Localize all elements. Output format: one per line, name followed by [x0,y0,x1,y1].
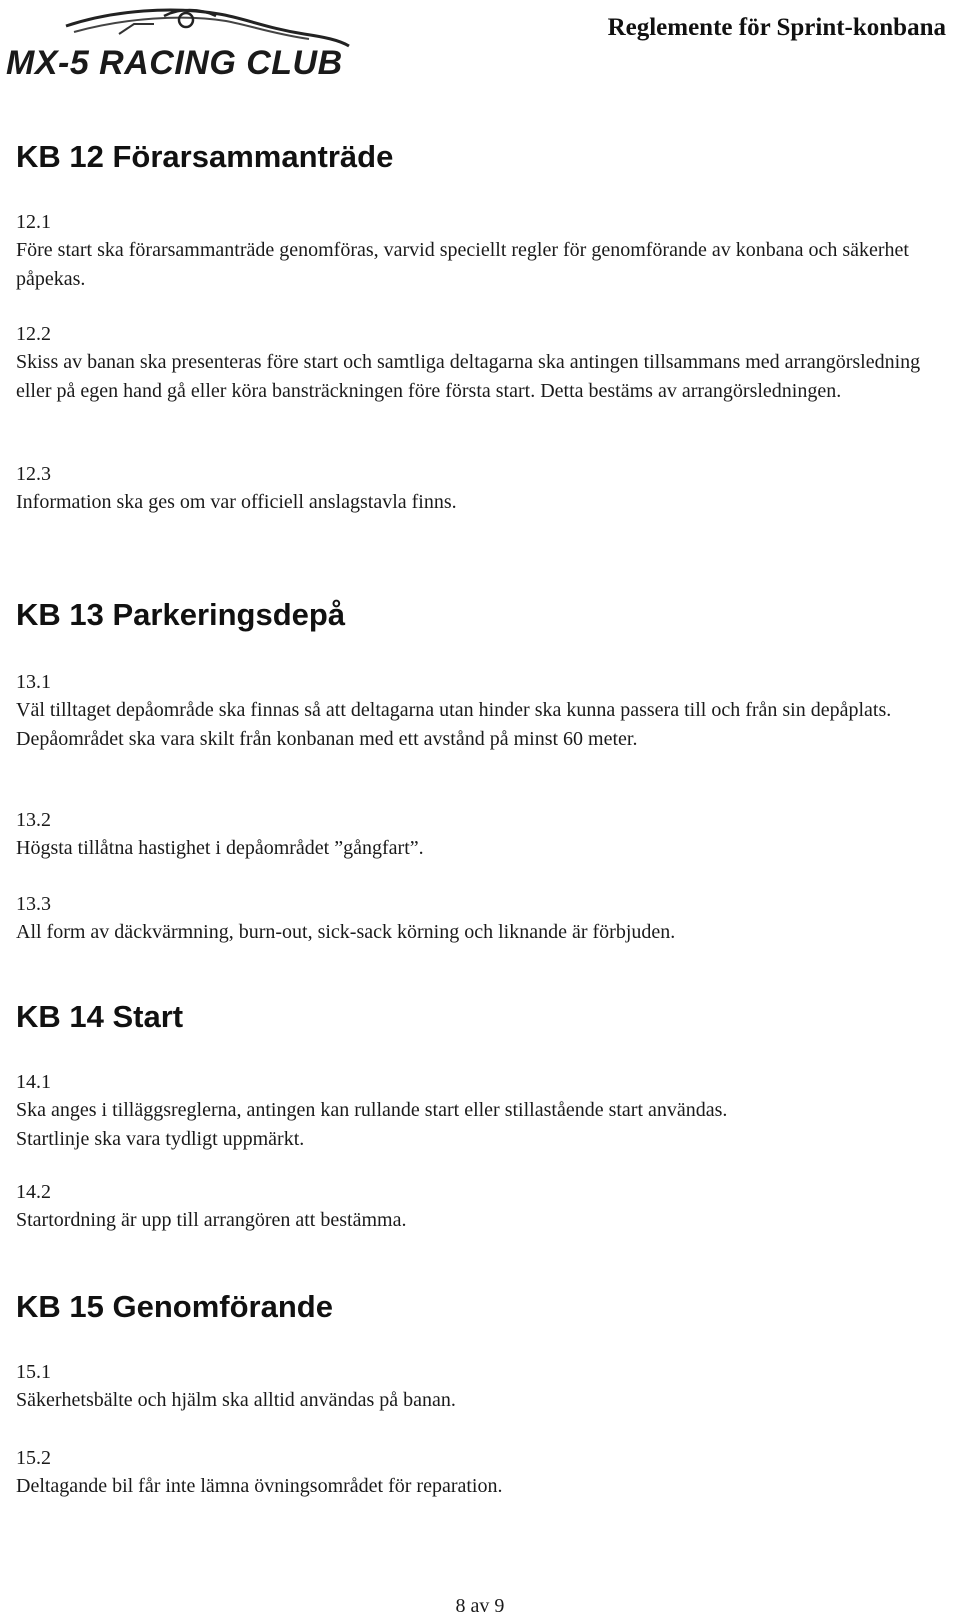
section-heading: KB 12 Förarsammanträde [16,139,394,174]
rule-number: 12.3 [16,463,51,485]
rule-text: Startordning är upp till arrangören att bestämma. [16,1209,407,1231]
section-heading: KB 15 Genomförande [16,1289,333,1324]
rule-item [16,1068,936,1153]
rule-text: Startlinje ska vara tydligt uppmärkt. [16,1127,305,1150]
rule-text: Depåområdet ska vara skilt från konbanan med ett avstånd på minst 60 meter. [16,727,638,750]
rule-text: Information ska ges om var officiell anslagstavla finns. [16,491,457,513]
rule-item [16,1444,936,1501]
rule-item [16,1358,936,1415]
rule-number: 13.3 [16,893,51,915]
rule-number: 15.1 [16,1361,51,1383]
rule-item [16,668,936,753]
rule-item [16,460,936,517]
rule-item [16,1178,936,1235]
rule-number: 14.1 [16,1071,51,1093]
section-heading: KB 14 Start [16,999,184,1034]
rule-number: 15.2 [16,1447,51,1469]
logo-text: MX-5 RACING CLUB [6,44,343,82]
document-title: Reglemente för Sprint-konbana [607,14,946,41]
rule-item [16,806,936,863]
club-logo [4,4,364,84]
rule-number: 12.1 [16,211,51,233]
rule-text: Ska anges i tilläggsreglerna, antingen kan rullande start eller stillastående start användas. [16,1099,728,1121]
rule-number: 13.1 [16,671,51,693]
rule-number: 12.2 [16,323,51,345]
rule-number: 13.2 [16,809,51,831]
page-number: 8 av 9 [455,1595,505,1617]
rule-text: Säkerhetsbälte och hjälm ska alltid användas på banan. [16,1389,456,1411]
rule-text: Högsta tillåtna hastighet i depåområdet ”gångfart”. [16,837,424,859]
rule-text: Deltagande bil får inte lämna övningsområdet för reparation. [16,1475,503,1497]
rule-item [16,320,936,405]
rule-text: Skiss av banan ska presenteras före start och samtliga deltagarna ska antingen tillsammans med arrangörsledning eller på egen hand gå eller köra bansträckningen före första start. Detta bestäms av arrangörsledningen. [16,351,921,402]
car-logo-icon [4,4,364,84]
rule-text: All form av däckvärmning, burn-out, sick-sack körning och liknande är förbjuden. [16,921,676,943]
rule-number: 14.2 [16,1181,51,1203]
rule-text: Väl tilltaget depåområde ska finnas så att deltagarna utan hinder ska kunna passera till och från sin depåplats. [16,699,892,721]
rule-text: Före start ska förarsammanträde genomföras, varvid speciellt regler för genomförande av konbana och säkerhet påpekas. [16,239,909,290]
rule-item [16,890,936,947]
section-heading: KB 13 Parkeringsdepå [16,597,346,632]
rule-item [16,208,936,293]
